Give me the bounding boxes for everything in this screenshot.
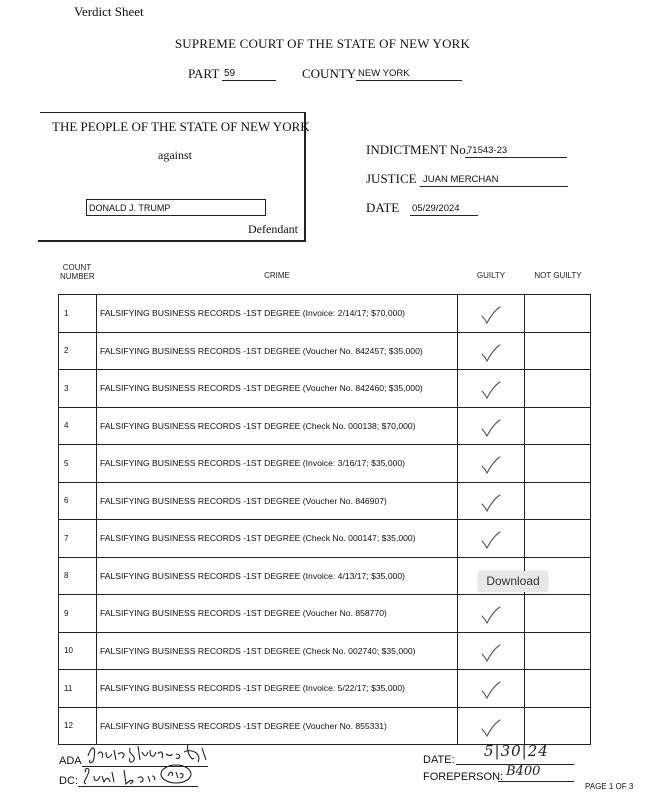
crime-description: FALSIFYING BUSINESS RECORDS -1ST DEGREE (Check No. 002740; $35,000) <box>97 633 458 670</box>
header-crime: CRIME <box>264 271 290 280</box>
table-row <box>59 370 591 408</box>
count-number: 9 <box>59 595 97 632</box>
indictment-value: 71543-23 <box>465 145 567 158</box>
table-row <box>59 333 591 371</box>
guilty-cell <box>458 370 525 407</box>
guilty-cell <box>458 408 525 445</box>
crime-description: FALSIFYING BUSINESS RECORDS -1ST DEGREE (Voucher No. 846907) <box>97 483 458 520</box>
crime-description: FALSIFYING BUSINESS RECORDS -1ST DEGREE (Voucher No. 858770) <box>97 595 458 632</box>
dc-signature <box>80 762 200 790</box>
verdict-table <box>58 294 591 745</box>
part-label: PART <box>188 66 220 81</box>
guilty-cell <box>458 633 525 670</box>
check-mark-icon <box>480 718 502 738</box>
guilty-cell <box>458 520 525 557</box>
crime-description: FALSIFYING BUSINESS RECORDS -1ST DEGREE (Voucher No. 842457; $35,000) <box>97 333 458 370</box>
table-row <box>59 595 591 633</box>
check-mark-icon <box>480 305 502 325</box>
header-not-guilty: NOT GUILTY <box>534 271 582 280</box>
county-label: COUNTY <box>302 66 357 81</box>
download-button[interactable]: Download <box>478 571 548 592</box>
check-mark-icon <box>480 455 502 475</box>
crime-description: FALSIFYING BUSINESS RECORDS -1ST DEGREE (Invoice: 2/14/17; $70,000) <box>97 295 458 332</box>
table-row <box>59 483 591 521</box>
count-number: 5 <box>59 445 97 482</box>
table-row <box>59 633 591 671</box>
count-number: 4 <box>59 408 97 445</box>
county-value: NEW YORK <box>356 68 462 81</box>
people-title: THE PEOPLE OF THE STATE OF NEW YORK <box>52 119 310 134</box>
count-number: 10 <box>59 633 97 670</box>
not-guilty-cell <box>525 595 591 632</box>
not-guilty-cell <box>525 295 591 332</box>
table-row <box>59 408 591 446</box>
check-mark-icon <box>480 680 502 700</box>
not-guilty-cell <box>525 333 591 370</box>
caption-top-rule <box>40 112 304 113</box>
against-label: against <box>158 148 192 162</box>
foreperson-line <box>498 781 574 782</box>
guilty-cell <box>458 295 525 332</box>
not-guilty-cell <box>525 633 591 670</box>
not-guilty-cell <box>525 520 591 557</box>
sheet-title: Verdict Sheet <box>74 4 144 19</box>
justice-value: JUAN MERCHAN <box>420 174 568 187</box>
check-mark-icon <box>480 643 502 663</box>
count-number: 3 <box>59 370 97 407</box>
guilty-cell <box>458 595 525 632</box>
justice-label: JUSTICE <box>366 171 417 186</box>
check-mark-icon <box>480 418 502 438</box>
count-number: 11 <box>59 670 97 707</box>
crime-description: FALSIFYING BUSINESS RECORDS -1ST DEGREE (Invoice: 3/16/17; $35,000) <box>97 445 458 482</box>
count-number: 12 <box>59 708 97 745</box>
footer-date-value: 5|30|24 <box>484 742 549 760</box>
count-number: 1 <box>59 295 97 332</box>
date-label: DATE <box>366 200 400 215</box>
table-row <box>59 295 591 333</box>
guilty-cell <box>458 333 525 370</box>
count-number: 8 <box>59 558 97 595</box>
table-row <box>59 670 591 708</box>
header-count-number: COUNT NUMBER <box>60 263 95 281</box>
crime-description: FALSIFYING BUSINESS RECORDS -1ST DEGREE (Invoice: 5/22/17; $35,000) <box>97 670 458 707</box>
crime-description: FALSIFYING BUSINESS RECORDS -1ST DEGREE (Check No. 000147; $35,000) <box>97 520 458 557</box>
defendant-name: DONALD J. TRUMP <box>86 199 266 216</box>
not-guilty-cell <box>525 708 591 745</box>
date-value: 05/29/2024 <box>410 203 478 216</box>
check-mark-icon <box>480 343 502 363</box>
crime-description: FALSIFYING BUSINESS RECORDS -1ST DEGREE (Check No. 000138; $70,000) <box>97 408 458 445</box>
not-guilty-cell <box>525 408 591 445</box>
foreperson-label: FOREPERSON: <box>423 771 504 783</box>
guilty-cell <box>458 670 525 707</box>
not-guilty-cell <box>525 445 591 482</box>
not-guilty-cell <box>525 370 591 407</box>
check-mark-icon <box>480 530 502 550</box>
crime-description: FALSIFYING BUSINESS RECORDS -1ST DEGREE (Voucher No. 842460; $35,000) <box>97 370 458 407</box>
indictment-label: INDICTMENT No. <box>366 142 470 157</box>
ada-label: ADA <box>59 755 82 767</box>
foreperson-value: B400 <box>506 764 541 779</box>
count-number: 6 <box>59 483 97 520</box>
page-number: PAGE 1 OF 3 <box>585 782 634 791</box>
header-guilty: GUILTY <box>476 271 506 280</box>
guilty-cell <box>458 708 525 745</box>
not-guilty-cell <box>525 483 591 520</box>
guilty-cell <box>458 445 525 482</box>
count-number: 2 <box>59 333 97 370</box>
part-value: 59 <box>222 68 276 81</box>
crime-description: FALSIFYING BUSINESS RECORDS -1ST DEGREE (Invoice: 4/13/17; $35,000) <box>97 558 458 595</box>
table-row <box>59 520 591 558</box>
check-mark-icon <box>480 493 502 513</box>
check-mark-icon <box>480 380 502 400</box>
defendant-label: Defendant <box>248 222 298 236</box>
not-guilty-cell <box>525 670 591 707</box>
table-row <box>59 445 591 483</box>
crime-description: FALSIFYING BUSINESS RECORDS -1ST DEGREE (Voucher No. 855331) <box>97 708 458 745</box>
guilty-cell <box>458 483 525 520</box>
court-title: SUPREME COURT OF THE STATE OF NEW YORK <box>174 36 471 51</box>
dc-label: DC: <box>59 775 78 787</box>
footer-date-label: DATE: <box>423 754 455 766</box>
count-number: 7 <box>59 520 97 557</box>
check-mark-icon <box>480 605 502 625</box>
